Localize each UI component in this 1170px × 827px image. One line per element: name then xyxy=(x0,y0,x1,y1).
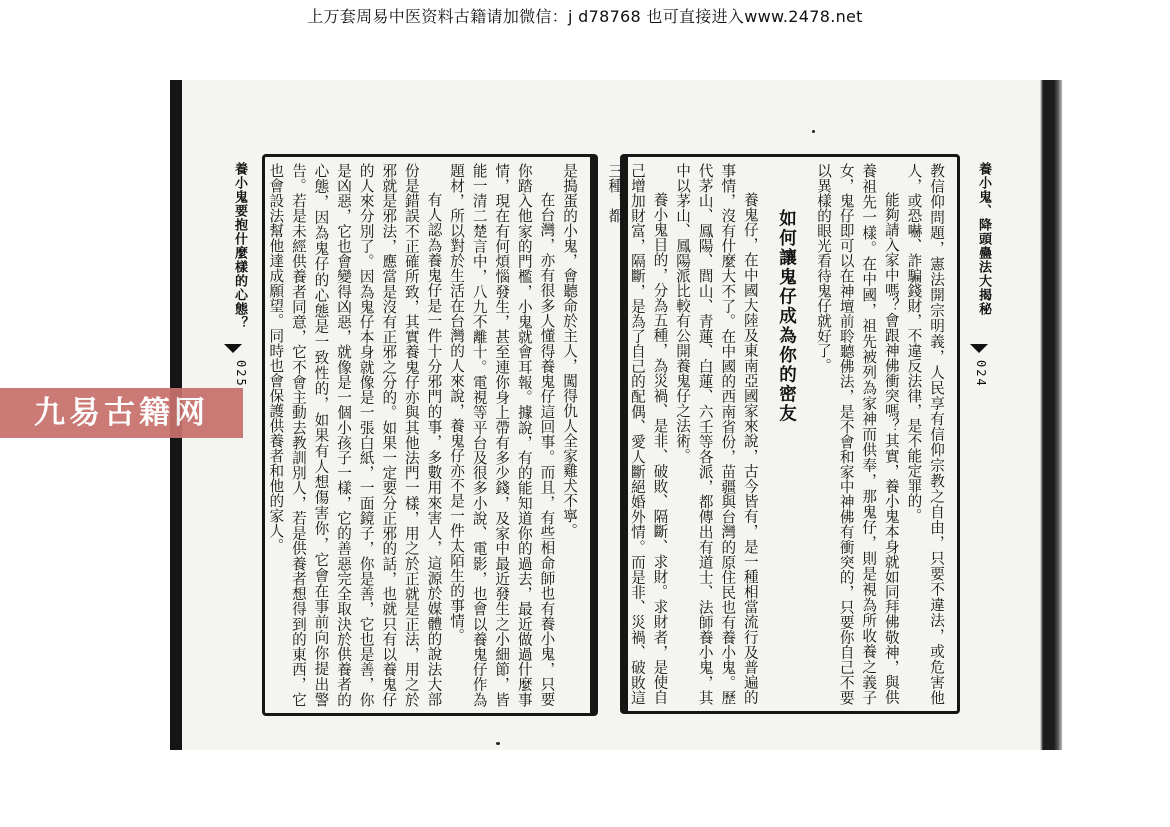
watermark-logo: 九易古籍网 xyxy=(0,388,243,438)
left-paragraph-3: 有人認為養鬼仔是一件十分邪門的事，多數用來害人，這源於媒體的說法大部份是錯誤不正確所致，其實養鬼仔亦與其他法門一樣，用之於正就是正法，用之於邪就是邪法，應當是沒有正邪之分的。如果一定要分正邪的話，也就只有以養鬼仔的人來分別了。因為鬼仔本身就像是一張白紙，一面鏡子，你是善，它也是善，你是凶惡，它也會變得凶惡，就像是一個小孩子一樣，它的善惡完全取決於供養者的心態，因為鬼仔的心態是一致性的，如果有人想傷害你，它會在事前向你提出警告。若是未經供養者同意，它不會主動去教訓別人，若是供養者想得到的東西，它也會設法幫他達成願望。同時也會保護供養者和他的家人。 xyxy=(267,163,443,707)
left-text-frame xyxy=(262,154,598,716)
right-paragraph-3: 養鬼仔，在中國大陸及東南亞國家來說，古今皆有，是一種相當流行及普遍的事情，沒有什麼大不了。在中國的西南省份，苗疆與台灣的原住民也有養小鬼。歷代茅山、鳳陽、閭山、青蓮、白蓮、六壬等各派，都傳出有道士、法師養小鬼，其中以茅山、鳳陽派比較有公開養鬼仔之法術。 xyxy=(674,163,759,705)
right-paragraph-4: 養小鬼目的，分為五種，為災禍、是非、破敗、隔斷、求財。求財者，是使自己增加財富，隔斷，是為了自己的配偶、愛人斷絕婚外情。而是非、災禍、破敗這三種，都 xyxy=(606,163,669,705)
left-page-marker xyxy=(224,344,242,353)
right-paragraph-2: 能夠請入家中嗎？會跟神佛衝突嗎？其實，養小鬼本身就如同拜佛敬神，與供養祖先一樣。在中國，祖先被列為家神而供奉，那鬼仔，則是視為所收養之義子女，鬼仔即可以在神壇前聆聽佛法，是不會和家中神佛有衝突的，只要你自己不要以異樣的眼光看待鬼仔就好了。 xyxy=(815,163,900,705)
scan-right-edge xyxy=(1040,80,1062,750)
left-text-block xyxy=(267,163,580,707)
left-page-number: 025 xyxy=(234,360,248,388)
right-page xyxy=(606,92,1032,732)
right-text-block xyxy=(606,163,947,705)
scan-speck xyxy=(812,130,815,133)
right-page-marker xyxy=(970,344,988,353)
left-paragraph-2: 在台灣，亦有很多人懂得養鬼仔這回事。而且，有些相命師也有養小鬼，只要你踏入他家的門檻，小鬼就會耳報。據說，有的能知道你的過去，最近做過什麼事情，現在有何煩惱發生，甚至連你身上帶有多少錢，及家中最近發生之小細節，皆能一清二楚言中，八九不離十。電視等平台及很多小說、電影，也會以養鬼仔作為題材，所以對於生活在台灣的人來說，養鬼仔亦不是一件太陌生的事情。 xyxy=(448,163,556,707)
source-banner: 上万套周易中医资料古籍请加微信：j d78768 也可直接进入www.2478.net xyxy=(307,7,863,26)
section-heading: 如何讓鬼仔成為你的密友 xyxy=(776,208,797,423)
left-page xyxy=(182,92,604,732)
right-paragraph-1: 教信仰問題，憲法開宗明義，人民享有信仰宗教之自由，只要不違法，或危害他人，或恐嚇、詐騙錢財，不違反法律，是不能定罪的。 xyxy=(905,163,945,705)
scan-speck xyxy=(496,742,500,745)
right-running-head: 養小鬼、降頭蠱法大揭秘 xyxy=(976,162,991,316)
right-text-frame xyxy=(606,154,960,714)
left-paragraph-1: 是搗蛋的小鬼，會聽命於主人，闖得仇人全家雞犬不寧。 xyxy=(561,163,578,538)
right-page-number: 024 xyxy=(974,360,988,388)
left-running-head: 養小鬼要抱什麼樣的心態？ xyxy=(232,162,247,330)
